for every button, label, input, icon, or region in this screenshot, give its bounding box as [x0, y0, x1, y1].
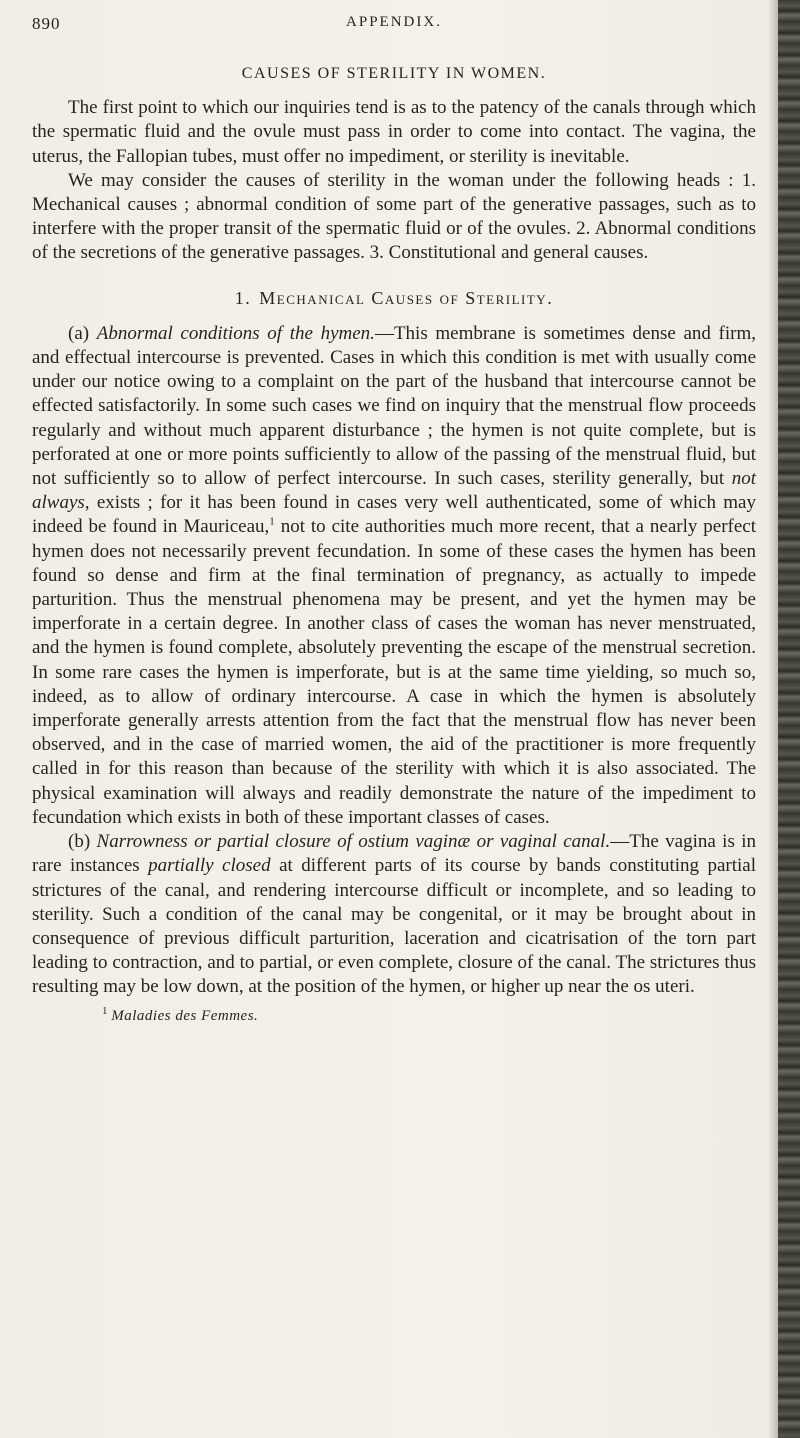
paragraph-b-title: Narrowness or partial closure of ostium vaginæ or vaginal canal.	[96, 831, 611, 853]
subsection-title: Mechanical Causes of Sterility.	[259, 287, 554, 308]
paragraph-a-text-3: not to cite authorities much more recent, that a nearly perfect hymen does not necessarily prevent fecundation. In some of these cases the hymen has been found so dense and firm at the final termination of pregnancy, as actually to impede parturition. Thus the menstrual phenomena may be present, and yet the hymen may be imperforate in a certain degree. In another class of cases the woman has never menstruated, and the hymen is found complete, absolutely preventing the escape of the menstrual secretion. In some rare cases the hymen is imperforate, but is at the same time yielding, so much so, indeed, as to allow of ordinary intercourse. A case in which the hymen is absolutely imperforate generally arrests attention from the fact that the menstrual flow has never been observed, and in the case of married women, the aid of the practitioner is more frequently called in for this reason than because of the sterility with which it is also associated. The physical examination will always and readily demonstrate the nature of the impediment to fecundation which exists in both of these important classes of cases.	[32, 516, 756, 828]
page-body	[32, 62, 756, 1026]
subsection-heading	[32, 286, 756, 310]
paragraph-a-text-2: , exists ; for it has been found in cases very well authenticated, some of which may indeed be found in Mauriceau,	[32, 492, 756, 538]
intro-paragraph-2: We may consider the causes of sterility in the woman under the following heads : 1. Mechanical causes ; abnormal condition of some part of the generative passages, such as to interfere with the proper transit of the spermatic fluid or of the ovules. 2. Abnormal conditions of the secretions of the generative passages. 3. Constitutional and general causes.	[32, 169, 756, 264]
book-edge	[778, 0, 800, 1438]
page-header	[32, 14, 756, 44]
paragraph-b	[32, 830, 756, 999]
paragraph-a-emphasis: not always	[32, 468, 756, 514]
paragraph-a-label: (a)	[68, 322, 90, 344]
section-title: CAUSES OF STERILITY IN WOMEN.	[241, 65, 547, 82]
subsection-number: 1.	[234, 287, 252, 308]
page-gutter-shadow	[768, 0, 778, 1438]
intro-paragraph-1: The first point to which our inquiries tend is as to the patency of the canals through which the spermatic fluid and the ovule must pass in order to come into contact. The vagina, the uterus, the Fallopian tubes, must offer no impediment, or sterility is inevitable.	[32, 97, 756, 167]
running-head: APPENDIX.	[346, 14, 442, 30]
footnote-mark: 1	[102, 1004, 108, 1017]
footnote	[102, 1006, 756, 1026]
paragraph-a-text-1: —This membrane is sometimes dense and firm, and effectual intercourse is prevented. Cases in which this condition is met with usually come under our notice owing to a complaint on the part of the husband that intercourse cannot be effected satisfactorily. In some such cases we find on inquiry that the menstrual flow proceeds regularly and without much apparent disturbance ; the hymen is not quite complete, but is perforated at one or more points sufficiently to allow of the passing of the menstrual fluid, but not sufficiently so to allow of perfect intercourse. In such cases, sterility generally, but	[32, 322, 757, 490]
footnote-text: Maladies des Femmes.	[111, 1007, 259, 1024]
paragraph-b-text-2: at different parts of its course by bands constituting partial strictures of the canal, and rendering intercourse difficult or incomplete, and so leading to sterility. Such a condition of the canal may be congenital, or it may be brought about in consequence of previous difficult parturition, laceration and cicatrisation of the torn part leading to contraction, and to partial, or even complete, closure of the canal. The strictures thus resulting may be low down, at the position of the hymen, or higher up near the os uteri.	[32, 855, 757, 998]
footnote-reference: 1	[269, 516, 275, 529]
paragraph-b-emphasis: partially closed	[148, 855, 271, 877]
paragraph-a-title: Abnormal conditions of the hymen.	[96, 322, 375, 344]
page-number: 890	[32, 14, 61, 33]
paragraph-b-label: (b)	[68, 831, 91, 853]
paragraph-b-text-1: —The vagina is in rare instances	[32, 831, 757, 877]
paragraph-a	[32, 322, 756, 830]
